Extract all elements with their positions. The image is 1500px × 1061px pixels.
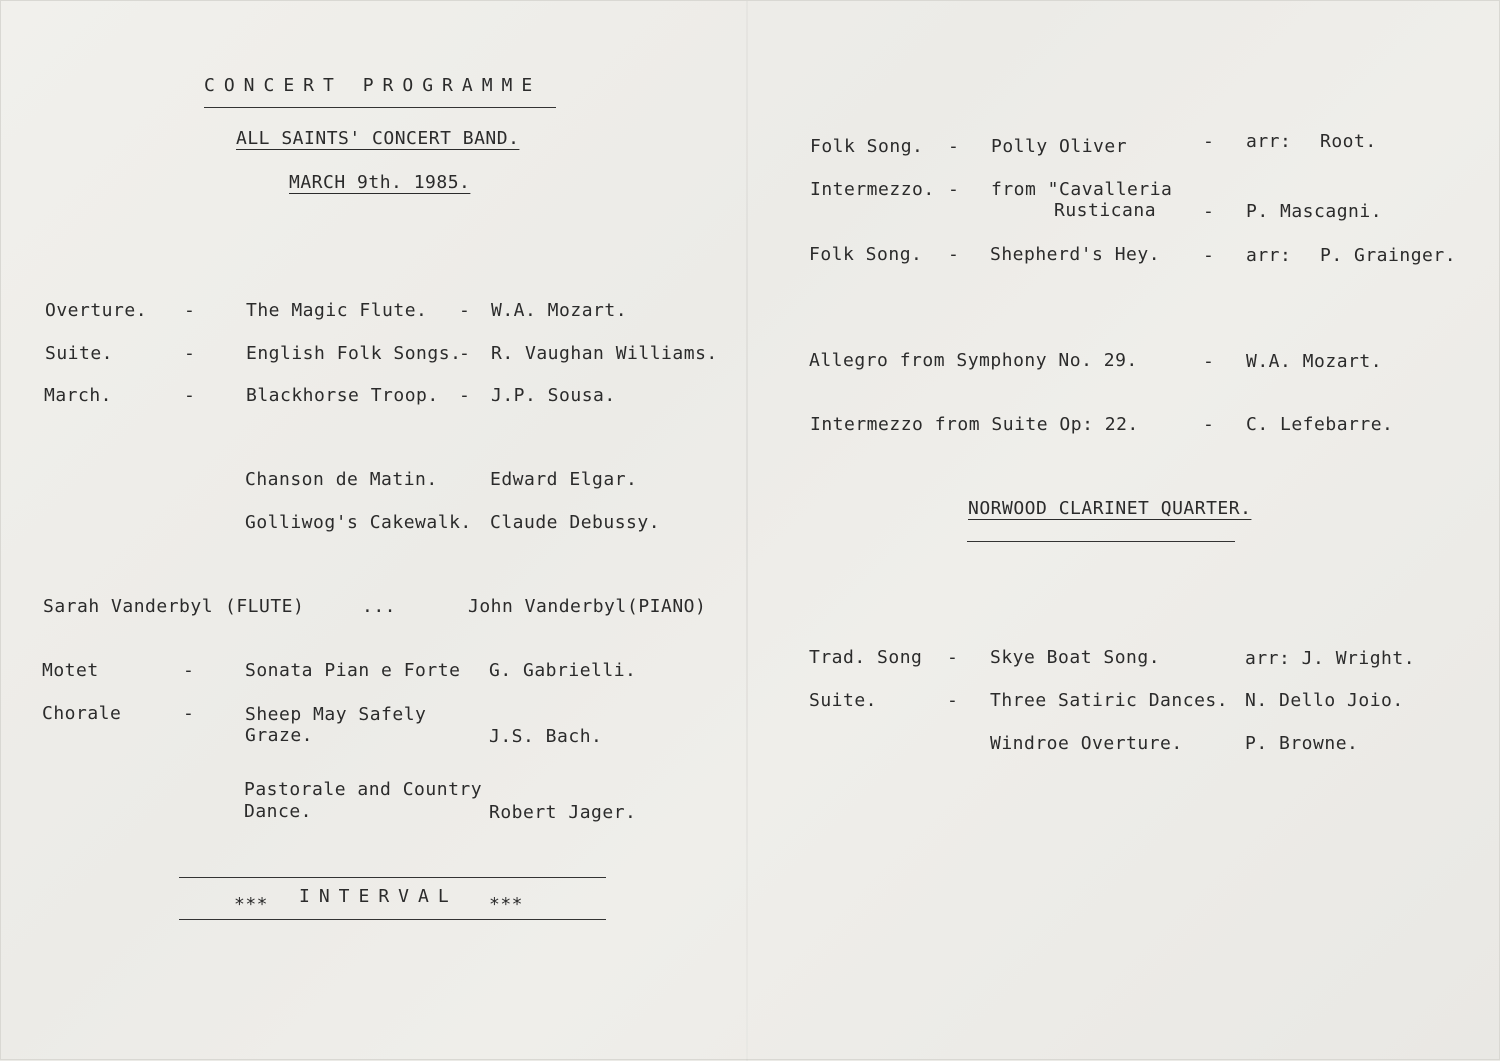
item-dash: - (459, 385, 471, 406)
item-dash: - (459, 300, 471, 321)
item-dash: - (459, 343, 471, 364)
item-type: Overture. (45, 300, 148, 321)
item-dash: - (183, 660, 195, 681)
item-type: Chorale (42, 703, 122, 724)
item-composer: Claude Debussy. (490, 512, 661, 533)
item-type: Suite. (45, 343, 114, 364)
item-piece: Chanson de Matin. (245, 469, 438, 490)
paper-fold (746, 1, 748, 1061)
item-composer: W.A. Mozart. (1246, 351, 1383, 372)
item-composer: Root. (1320, 131, 1377, 152)
item-piece: Blackhorse Troop. (246, 385, 439, 406)
flute-role: (FLUTE) (225, 596, 305, 617)
item-type: Motet (42, 660, 99, 681)
item-piece: Three Satiric Dances. (990, 690, 1229, 711)
item-dash: - (184, 300, 196, 321)
item-composer: R. Vaughan Williams. (491, 343, 718, 364)
piano-role: (PIANO) (627, 596, 707, 617)
item-piece-line1: from "Cavalleria (991, 179, 1173, 200)
item-dash: - (1203, 351, 1215, 372)
item-dash: - (948, 136, 960, 157)
interval-stars-right: *** (489, 894, 524, 915)
item-dash: - (948, 244, 960, 265)
item-dash: - (183, 703, 195, 724)
item-dash: - (184, 343, 196, 364)
item-composer: J.S. Bach. (489, 726, 603, 747)
item-composer: J.P. Sousa. (491, 385, 616, 406)
item-composer: G. Gabrielli. (489, 660, 637, 681)
item-piece-line2: Graze. (245, 725, 314, 746)
concert-date: MARCH 9th. 1985. (289, 172, 471, 193)
band-name: ALL SAINTS' CONCERT BAND. (236, 128, 520, 149)
item-dash: - (948, 179, 960, 200)
item-piece: Polly Oliver (991, 136, 1128, 157)
piano-performer: John Vanderbyl (468, 596, 627, 617)
item-piece: Golliwog's Cakewalk. (245, 512, 472, 533)
interval-stars-left: *** (234, 894, 269, 915)
item-dash: - (947, 690, 959, 711)
item-dash: - (1203, 414, 1215, 435)
flute-performer: Sarah Vanderbyl (43, 596, 214, 617)
item-composer: C. Lefebarre. (1246, 414, 1394, 435)
item-piece: The Magic Flute. (246, 300, 428, 321)
item-piece: Allegro from Symphony No. 29. (809, 350, 1138, 371)
item-type: Folk Song. (810, 136, 924, 157)
item-type: March. (44, 385, 113, 406)
item-composer: Edward Elgar. (490, 469, 638, 490)
item-piece: Skye Boat Song. (990, 647, 1161, 668)
item-composer: N. Dello Joio. (1245, 690, 1404, 711)
quartet-rule (967, 541, 1235, 542)
quartet-title: NORWOOD CLARINET QUARTER. (968, 498, 1252, 519)
item-composer: P. Grainger. (1320, 245, 1457, 266)
item-composer: P. Mascagni. (1246, 201, 1383, 222)
item-composer: W.A. Mozart. (491, 300, 628, 321)
item-type: Folk Song. (809, 244, 923, 265)
item-dash: - (1203, 131, 1215, 152)
item-composer: arr: J. Wright. (1245, 648, 1416, 669)
item-dash: - (1203, 201, 1215, 222)
item-type: Suite. (809, 690, 878, 711)
item-piece-line2: Rusticana (1054, 200, 1157, 221)
title-rule (204, 107, 556, 108)
interval-top-rule (179, 877, 606, 878)
item-piece-line1: Sheep May Safely (245, 704, 427, 725)
item-dash: - (947, 647, 959, 668)
programme-title: CONCERT PROGRAMME (204, 75, 542, 96)
item-piece-line2: Dance. (244, 801, 313, 822)
item-dash: - (1203, 245, 1215, 266)
item-composer: Robert Jager. (489, 802, 637, 823)
item-piece: Shepherd's Hey. (990, 244, 1161, 265)
item-piece-line1: Pastorale and Country (244, 779, 483, 800)
item-composer: P. Browne. (1245, 733, 1359, 754)
item-arr: arr: (1246, 245, 1292, 266)
interval-bottom-rule (179, 919, 606, 920)
item-piece: English Folk Songs. (246, 343, 462, 364)
item-arr: arr: (1246, 131, 1292, 152)
ellipsis: ... (362, 596, 397, 617)
item-piece: Intermezzo from Suite Op: 22. (810, 414, 1139, 435)
item-piece: Sonata Pian e Forte (245, 660, 461, 681)
interval-label: INTERVAL (299, 886, 458, 907)
item-piece: Windroe Overture. (990, 733, 1183, 754)
item-dash: - (184, 385, 196, 406)
item-type: Trad. Song (809, 647, 923, 668)
item-type: Intermezzo. (810, 179, 935, 200)
